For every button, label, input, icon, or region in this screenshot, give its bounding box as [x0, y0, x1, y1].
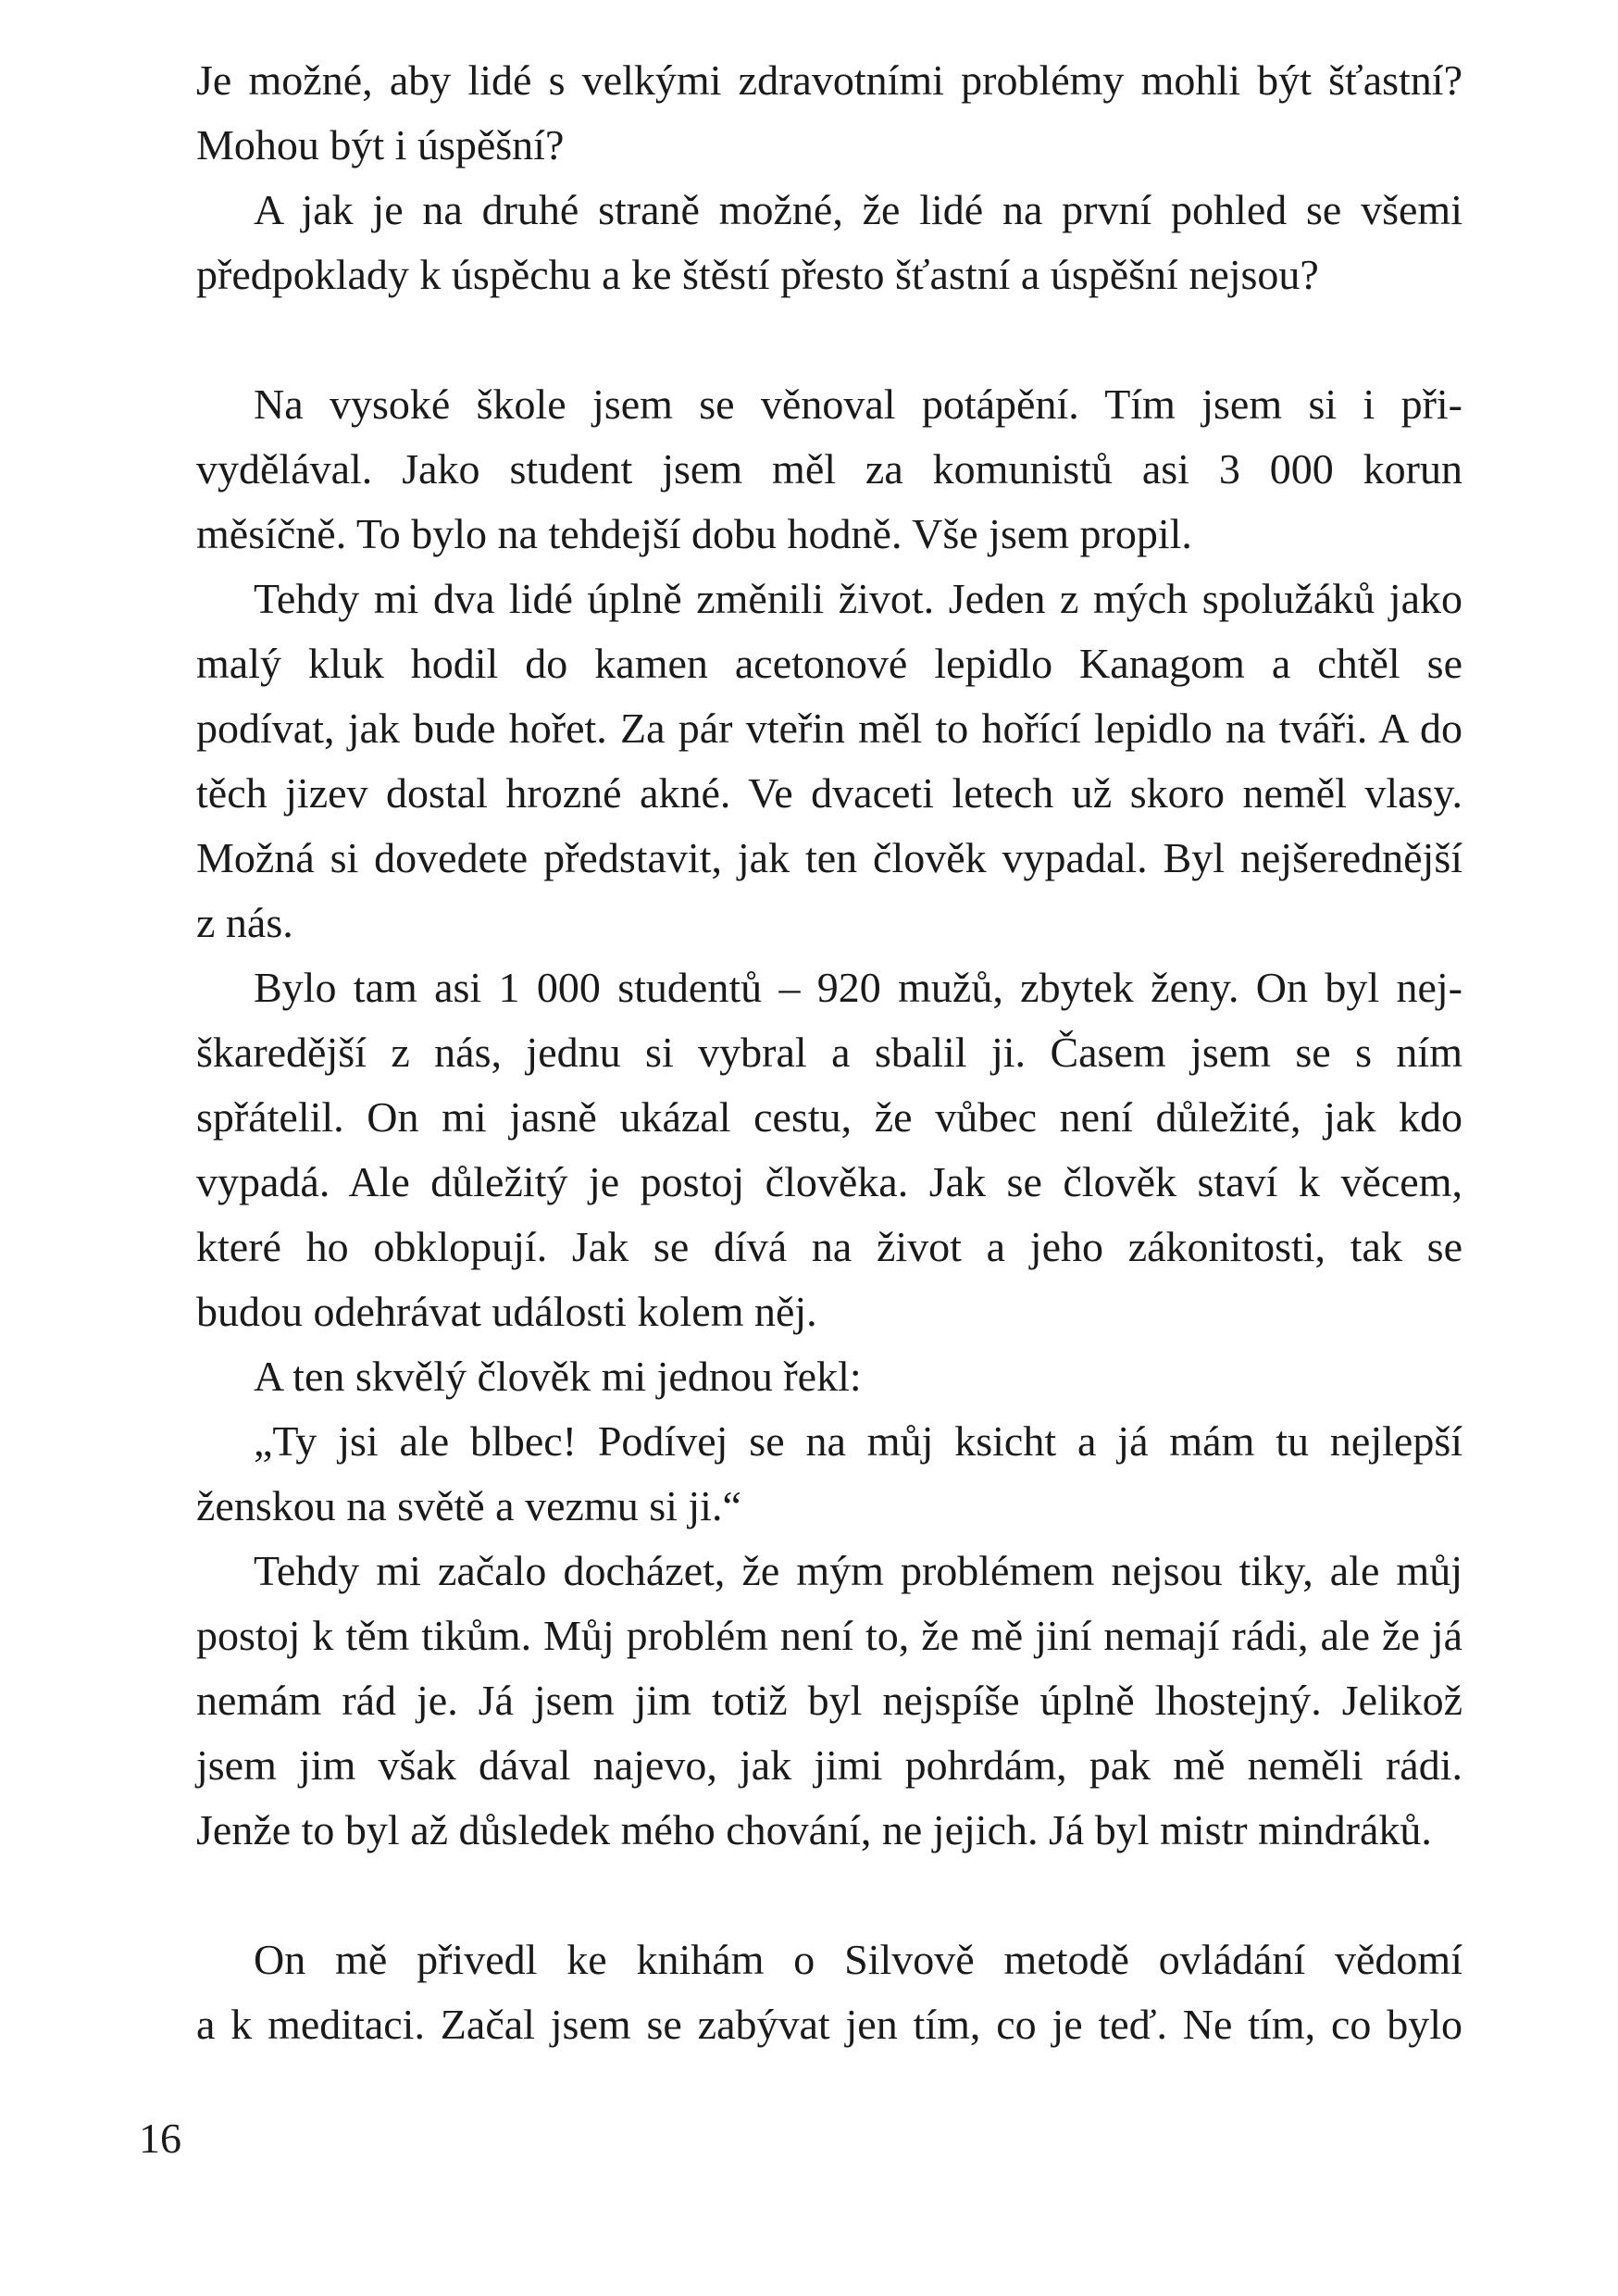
- text-line: malý kluk hodil do kamen acetonové lepidlo Kanagom a chtěl se: [196, 640, 1462, 687]
- text-line: z nás.: [196, 899, 293, 946]
- paragraph: [196, 1409, 1462, 1539]
- text-line: vydělával. Jako student jsem měl za komunistů asi 3 000 korun: [196, 445, 1462, 493]
- text-line: nemám rád je. Já jsem jim totiž byl nejspíše úplně lhostejný. Jelikož: [196, 1677, 1462, 1724]
- paragraph: [196, 1539, 1462, 1863]
- text-line: budou odehrávat události kolem něj.: [196, 1288, 817, 1335]
- text-line: On mě přivedl ke knihám o Silvově metodě ovládání vědomí: [254, 1936, 1462, 1983]
- text-line: Mohou být i úspěšní?: [196, 121, 565, 168]
- paragraph: [196, 372, 1462, 567]
- text-line: Tehdy mi dva lidé úplně změnili život. Jeden z mých spolužáků jako: [254, 575, 1462, 622]
- paragraph: [196, 1928, 1462, 2057]
- paragraph: [196, 178, 1462, 307]
- text-line: a k meditaci. Začal jsem se zabývat jen tím, co je teď. Ne tím, co bylo: [196, 2001, 1462, 2048]
- text-line: které ho obklopují. Jak se dívá na život a jeho zákonitosti, tak se: [196, 1223, 1462, 1270]
- text-line: ženskou na světě a vezmu si ji.“: [196, 1482, 741, 1529]
- paragraph: [196, 955, 1462, 1344]
- paragraph: [196, 48, 1462, 178]
- text-line: škaredější z nás, jednu si vybral a sbalil ji. Časem jsem se s ním: [196, 1029, 1462, 1076]
- text-line: předpoklady k úspěchu a ke štěstí přesto šťastní a úspěšní nejsou?: [196, 251, 1319, 298]
- body-text: [196, 48, 1462, 2057]
- page-number: 16: [139, 2115, 181, 2162]
- section-break: [196, 1863, 1462, 1928]
- text-line: Na vysoké škole jsem se věnoval potápění. Tím jsem si i při-: [254, 381, 1462, 428]
- text-line: měsíčně. To bylo na tehdejší dobu hodně. Vše jsem propil.: [196, 510, 1192, 557]
- paragraph: [196, 1344, 1462, 1409]
- paragraph: [196, 567, 1462, 955]
- text-line: Je možné, aby lidé s velkými zdravotními problémy mohli být šťastní?: [196, 56, 1462, 104]
- text-line: „Ty jsi ale blbec! Podívej se na můj ksicht a já mám tu nejlepší: [254, 1417, 1462, 1465]
- text-line: Bylo tam asi 1 000 studentů – 920 mužů, zbytek ženy. On byl nej-: [254, 964, 1462, 1011]
- text-line: jsem jim však dával najevo, jak jimi pohrdám, pak mě neměli rádi.: [196, 1741, 1462, 1789]
- text-line: Tehdy mi začalo docházet, že mým problémem nejsou tiky, ale můj: [254, 1547, 1462, 1594]
- text-line: Jenže to byl až důsledek mého chování, ne jejich. Já byl mistr mindráků.: [196, 1806, 1432, 1853]
- text-line: Možná si dovedete představit, jak ten člověk vypadal. Byl nejšerednější: [196, 834, 1462, 881]
- text-line: A jak je na druhé straně možné, že lidé na první pohled se všemi: [254, 186, 1462, 233]
- section-break: [196, 307, 1462, 372]
- text-line: vypadá. Ale důležitý je postoj člověka. Jak se člověk staví k věcem,: [196, 1158, 1462, 1205]
- text-line: podívat, jak bude hořet. Za pár vteřin měl to hořící lepidlo na tváři. A do: [196, 705, 1462, 752]
- text-line: A ten skvělý člověk mi jednou řekl:: [254, 1353, 862, 1400]
- text-line: těch jizev dostal hrozné akné. Ve dvaceti letech už skoro neměl vlasy.: [196, 769, 1462, 817]
- text-line: postoj k těm tikům. Můj problém není to, že mě jiní nemají rádi, ale že já: [196, 1612, 1462, 1659]
- text-line: spřátelil. On mi jasně ukázal cestu, že vůbec není důležité, jak kdo: [196, 1093, 1462, 1141]
